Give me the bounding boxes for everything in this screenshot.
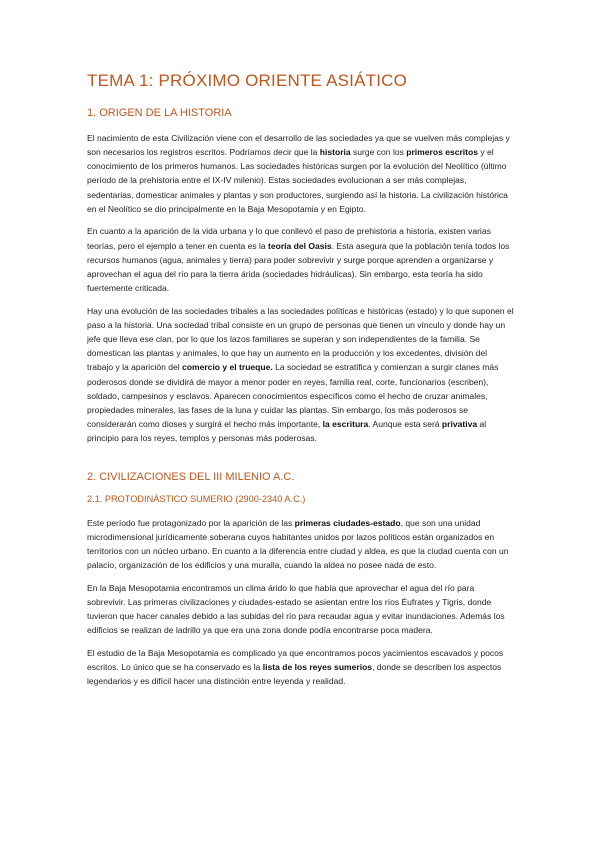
bold-term: lista de los reyes sumerios	[262, 662, 373, 673]
bold-term: primeros escritos	[406, 147, 478, 158]
text-run: surge con los	[350, 147, 407, 158]
bold-term: privativa	[441, 418, 478, 429]
text-run: La sociedad se estratifica y comienzan a surgir clanes más poderosos donde se dividirá de mayor a menor poder en reyes, familia real, corte, funcionarios (escriben), soldado, campesinos y esclavos. Aparecen conocimientos específicos como el hecho de cruzar animales, propiedades minerales, las fases de la luna y cuidar las plantas. Sin embargo, los más poderosos se considerarán como dioses y surgirá el hecho más importante,	[87, 362, 499, 429]
text-run: . Esta asegura que la población tenía todos los recursos humanos (agua, animales y tierra) para poder sobrevivir y surge porque aprenden a organizarse y aprovechan el agua del río para la tierra árida (sociedades hidráulicas). Sin embargo, esta teoría ha sido fuertemente criticada.	[87, 240, 510, 294]
paragraph	[87, 646, 515, 688]
bold-term: la escritura	[322, 418, 369, 429]
section-heading-origen: 1. ORIGEN DE LA HISTORIA	[87, 107, 232, 119]
text-run: El estudio de la Baja Mesopotamia es complicado ya que encontramos pocos yacimientos escavados y pocos escritos. Lo único que se ha conservado es la	[87, 648, 504, 673]
section-heading-civilizaciones: 2. CIVILIZACIONES DEL III MILENIO A.C.	[87, 470, 295, 483]
bold-term: historia	[319, 147, 351, 158]
text-run: Hay una evolución de las sociedades tribales a las sociedades políticas e históricas (estado) y lo que suponen el paso a la historia. Una sociedad tribal consiste en un grupo de personas que tienen un vínculo y donde hay un jefe que lleva ese clan, por lo que los lazos familiares se superan y son independientes de la familia. Se domestican las plantas y animales, lo que hay un aumento en la producción y los excedentes, división del trabajo y la aparición del	[87, 305, 514, 373]
page-title: TEMA 1: PRÓXIMO ORIENTE ASIÁTICO	[87, 71, 408, 90]
text-run: En cuanto a la aparición de la vida urbana y lo que conllevó el paso de prehistoria a historia, existen varias teorías, pero el ejemplo a tener en cuenta es la	[87, 226, 491, 251]
paragraph	[87, 516, 515, 573]
paragraph	[87, 581, 515, 638]
text-run: , que son una unidad microdimensional jurídicamente soberana cuyos habitantes unidos por lazos políticos están organizados en territorios con un núcleo urbano. En cuanto a la diferencia entre ciudad y aldea, es que la ciudad cuenta con un palacio, organización de los edificios y una muralla, cuando la aldea no posee nada de esto.	[87, 517, 509, 571]
text-run: y el conocimiento de los primeros humanos. Las sociedades históricas surgen por la evolución del Neolítico (último período de la prehistoria entre el IX-IV milenio). Estas sociedades evolucionan a ser más complejas, sedentarias, domesticar animales y plantas y son productores, surgiendo así la historia. La civilización histórica en el Neolítico se dio principalmente en la Baja Mesopotamia y en Egipto.	[87, 147, 508, 214]
text-run: , donde se describen los aspectos legendarios y es difícil hacer una distinción entre leyenda y realidad.	[87, 662, 502, 687]
text-run: En la Baja Mesopotamia encontramos un clima árido lo que había que aprovechar el agua del río para sobrevivir. Las primeras civilizaciones y ciudades-estado se asientan entre los ríos Éufrates y Tigris, donde tuvieron que hacer canales debido a las subidas del río para recaudar agua y evitar inundaciones. Además los edificios se realizan de ladrillo ya que era una zona donde podía encontrarse poca madera.	[87, 582, 505, 636]
bold-term: teoría del Oasis	[268, 240, 332, 251]
bold-term: comercio y el trueque.	[182, 362, 273, 373]
subsection-heading-protodinastico: 2.1. PROTODINÁSTICO SUMERIO (2900-2340 A.C.)	[87, 493, 306, 504]
bold-term: primeras ciudades-estado	[294, 517, 401, 528]
paragraph	[87, 304, 515, 446]
document-content	[87, 70, 515, 697]
text-run: El nacimiento de esta Civilización viene con el desarrollo de las sociedades ya que se vuelven más complejas y son necesarios los registros escritos. Podríamos decir que la	[87, 133, 510, 158]
text-run: . Aunque esta será	[368, 418, 442, 429]
section-gap	[87, 454, 515, 470]
paragraph	[87, 224, 515, 295]
text-run: al principio para los reyes, templos y personas más poderosas.	[87, 418, 487, 444]
paragraph	[87, 131, 515, 216]
text-run: Este período fue protagonizado por la aparición de las	[87, 517, 295, 528]
